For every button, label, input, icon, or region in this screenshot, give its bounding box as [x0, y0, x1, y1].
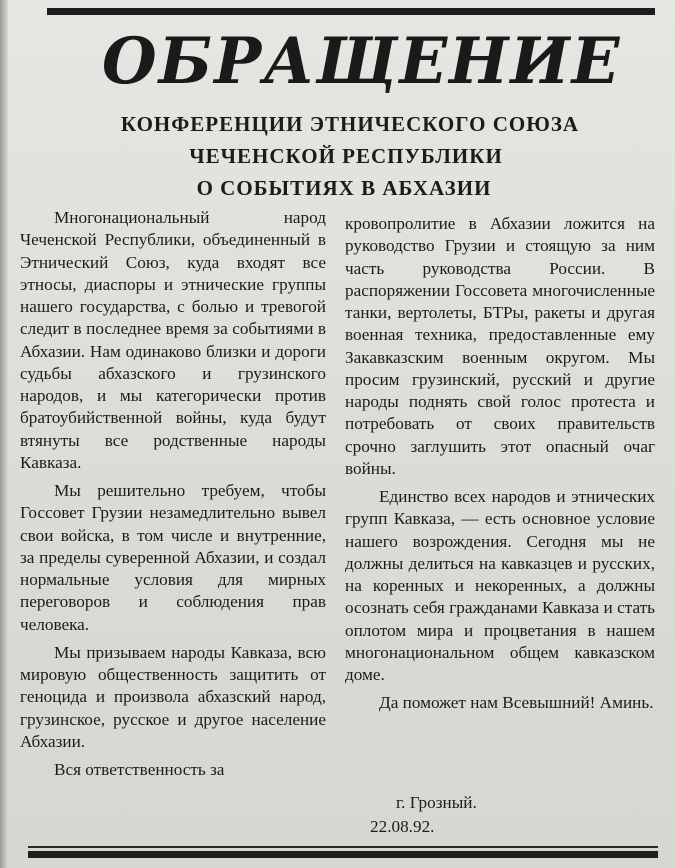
- page-edge-shadow: [0, 0, 8, 868]
- top-rule: [47, 8, 655, 15]
- date-signature: 22.08.92.: [370, 817, 435, 836]
- paragraph-4: Вся ответственность за: [54, 760, 225, 779]
- subtitle-line-3: О СОБЫТИЯХ В АБХАЗИИ: [196, 176, 492, 200]
- bottom-rule: [28, 851, 658, 858]
- right-column: [345, 213, 655, 715]
- left-column: [20, 207, 326, 781]
- subtitle-line-1: КОНФЕРЕНЦИИ ЭТНИЧЕСКОГО СОЮЗА: [120, 112, 580, 136]
- bottom-rule-thin: [28, 846, 658, 848]
- paragraph-5: кровопролитие в Абхазии ложится на руководство Грузии и стоящую за ним часть руководства России. В распоряжении Госсовета многочисленные танки, вертолеты, БТРы, ракеты и другая военная техника, предоставленные ему Закавказским военным округом. Мы просим грузинский, русский и другие народы поднять свой голос протеста и потребовать от своих правительств срочно заглушить этот опасный очаг войны.: [345, 214, 655, 478]
- article-title: ОБРАЩЕНИЕ: [102, 24, 622, 99]
- paragraph-3: Мы призываем народы Кавказа, всю мировую общественность защитить от геноцида и произвола абхазский народ, грузинское, русское и другое население Абхазии.: [20, 642, 326, 751]
- paragraph-7: Да поможет нам Всевышний! Аминь.: [379, 693, 654, 713]
- paragraph-1: Многонациональный народ Чеченской Республики, объединенный в Этнический Союз, куда входят все этносы, диаспоры и этнические группы нашего государства, с болью и тревогой следит в последнее время за событиями в Абхазии. Нам одинаково близки и дороги судьбы абхазского и грузинского народов, и мы категорически против братоубийственной войны, куда будут втянуты все родственные народы Кавказа.: [20, 208, 326, 472]
- paragraph-6: Единство всех народов и этнических групп Кавказа, — есть основное условие нашего возрождения. Сегодня мы не должны делиться на кавказцев и русских, на коренных и некоренных, а должны осознать себя гражданами Кавказа и стать оплотом мира и процветания в нашем многонациональном общем кавказском доме.: [345, 487, 655, 684]
- subtitle-line-2: ЧЕЧЕНСКОЙ РЕСПУБЛИКИ: [189, 144, 503, 168]
- paragraph-2: Мы решительно требуем, чтобы Госсовет Грузии незамедлительно вывел свои войска, в том числе и внутренние, за пределы суверенной Абхазии, и создал нормальные условия для мирных переговоров и соблюдения прав человека.: [20, 481, 326, 634]
- place-signature: г. Грозный.: [396, 793, 477, 812]
